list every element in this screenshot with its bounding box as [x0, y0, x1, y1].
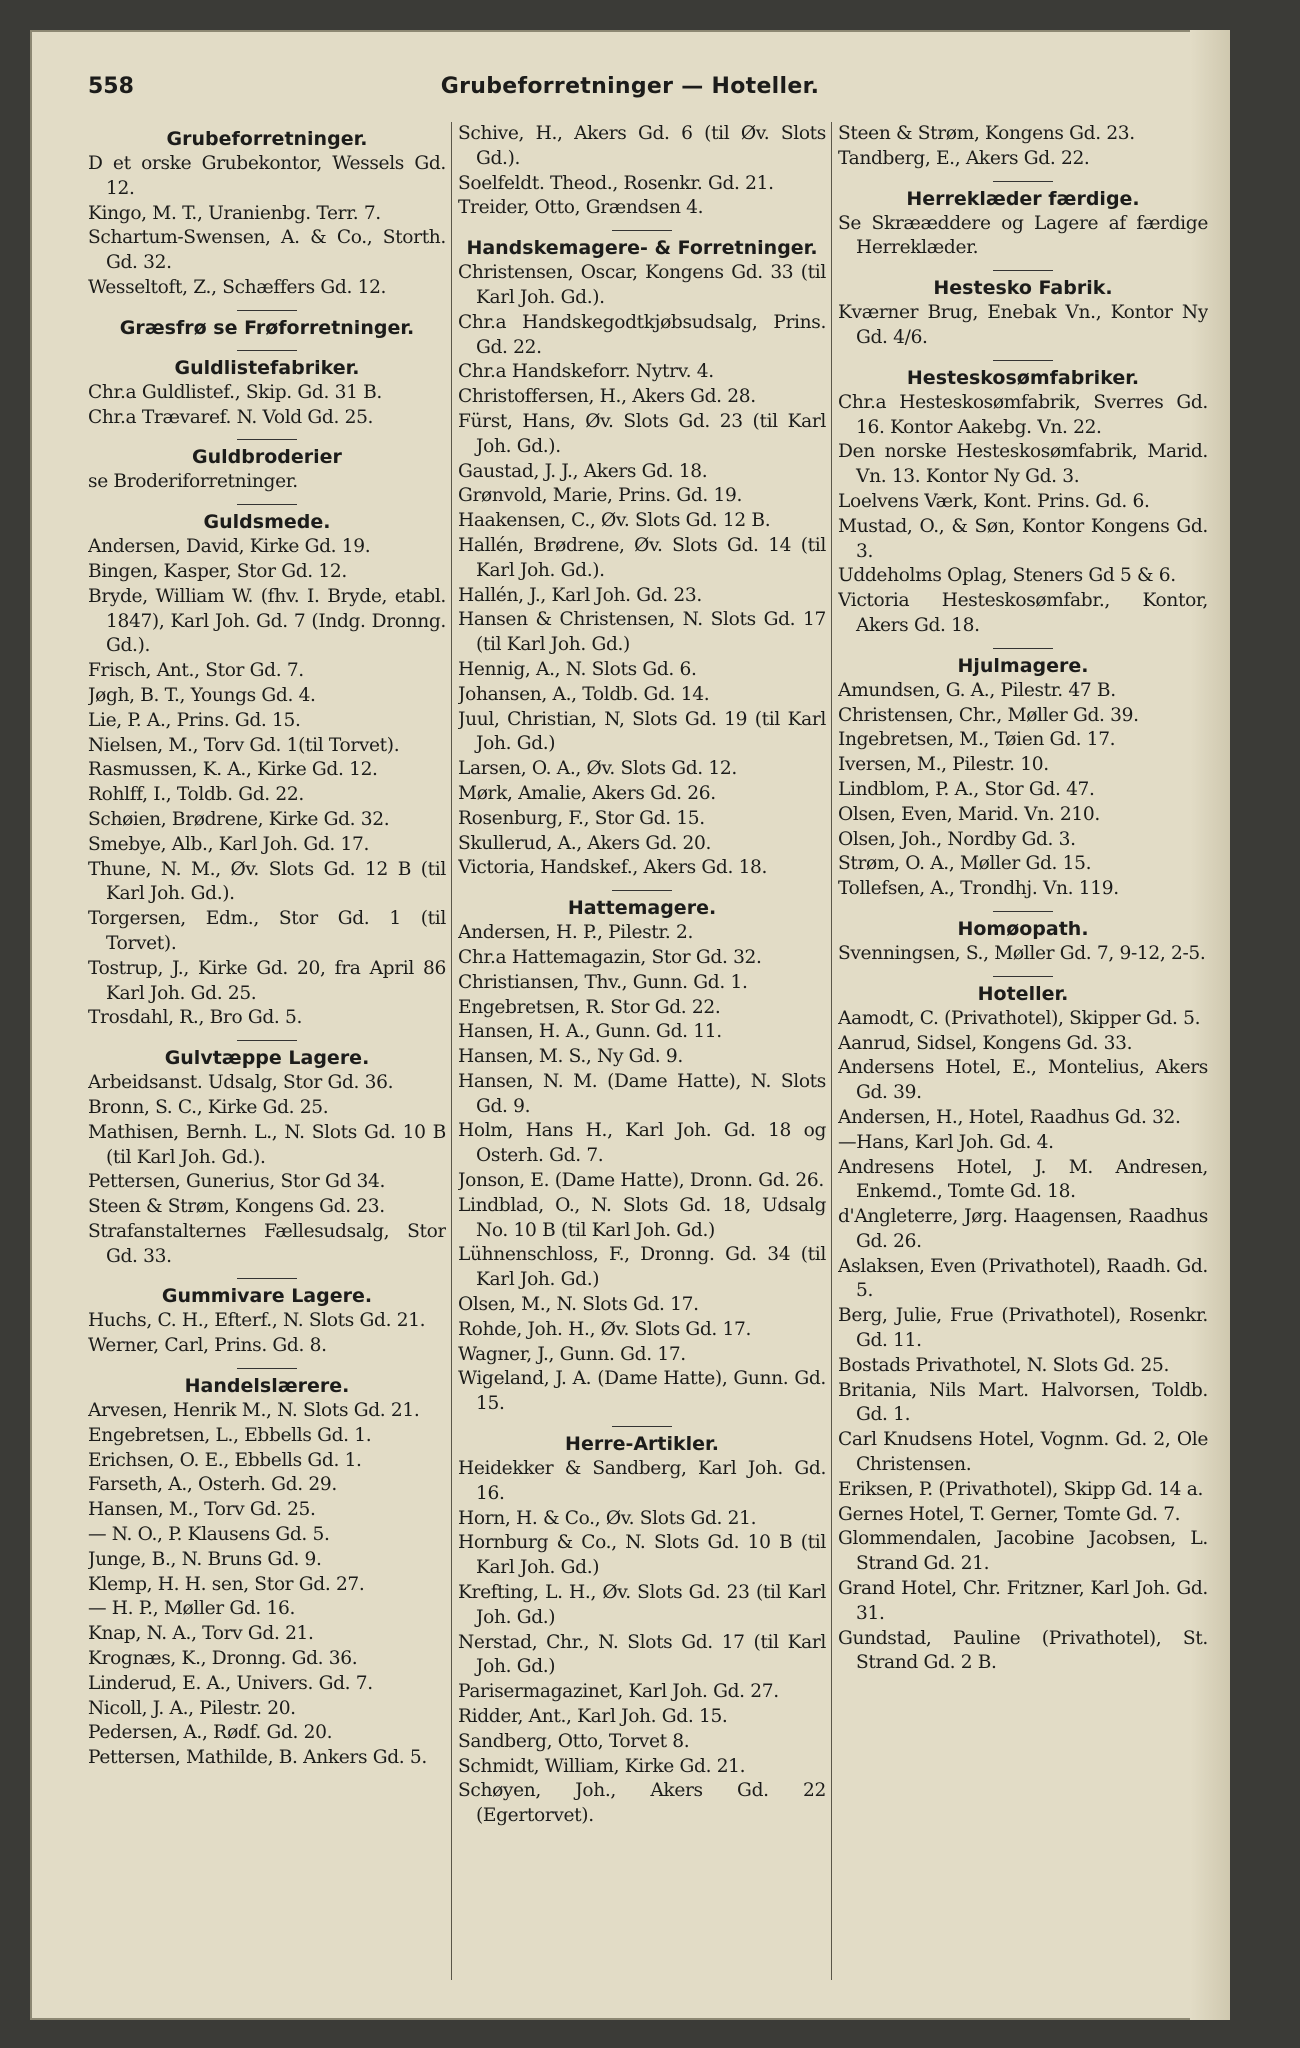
section-heading: Hesteskosømfabriker. — [906, 366, 1140, 389]
directory-section — [838, 976, 1208, 1677]
column-3 — [838, 122, 1208, 1980]
directory-entry: Jonson, E. (Dame Hatte), Dronn. Gd. 26. — [458, 1170, 824, 1192]
directory-entry: Pettersen, Gunerius, Stor Gd 34. — [88, 1171, 386, 1193]
directory-entry: Se Skrææddere og Lagere af færdige Herreklæder. — [838, 212, 1208, 259]
directory-entry: Hansen, M., Torv Gd. 25. — [88, 1499, 316, 1521]
directory-entry: Mørk, Amalie, Akers Gd. 26. — [458, 782, 716, 804]
directory-entry: Glommendalen, Jacobine Jacobsen, L. Strand Gd. 21. — [838, 1528, 1208, 1575]
directory-entry: Linderud, E. A., Univers. Gd. 7. — [88, 1672, 373, 1694]
directory-entry: Chr.a Trævaref. N. Vold Gd. 25. — [88, 406, 374, 428]
directory-entry: Skullerud, A., Akers Gd. 20. — [458, 832, 712, 854]
section-separator — [237, 310, 297, 311]
column-rule — [831, 122, 832, 1980]
directory-entry: Frisch, Ant., Stor Gd. 7. — [88, 660, 304, 682]
directory-entry: Farseth, A., Osterh. Gd. 29. — [88, 1474, 337, 1496]
directory-entry: Andersen, H., Hotel, Raadhus Gd. 32. — [838, 1106, 1181, 1128]
directory-entry: Rohlff, I., Toldb. Gd. 22. — [88, 784, 304, 806]
directory-entry: Knap, N. A., Torv Gd. 21. — [88, 1623, 314, 1645]
directory-entry: Christoffersen, H., Akers Gd. 28. — [458, 386, 756, 408]
directory-entry: Christensen, Oscar, Kongens Gd. 33 (til Karl Joh. Gd.). — [458, 262, 826, 308]
directory-entry: Jøgh, B. T., Youngs Gd. 4. — [88, 684, 316, 706]
directory-entry: Johansen, A., Toldb. Gd. 14. — [458, 683, 710, 705]
directory-entry: Smebye, Alb., Karl Joh. Gd. 17. — [88, 833, 370, 855]
directory-entry: Huchs, C. H., Efterf., N. Slots Gd. 21. — [88, 1310, 426, 1332]
directory-section — [458, 230, 826, 881]
section-heading: Guldsmede. — [203, 511, 331, 534]
section-heading: Hjulmagere. — [957, 654, 1089, 677]
section-heading: Guldbroderier — [192, 446, 342, 469]
directory-section — [88, 1278, 446, 1359]
directory-section — [88, 504, 446, 1031]
directory-entry: Fürst, Hans, Øv. Slots Gd. 23 (til Karl Joh. Gd.). — [458, 410, 826, 457]
section-separator — [993, 648, 1053, 649]
directory-entry: Holm, Hans H., Karl Joh. Gd. 18 og Osterh. Gd. 7. — [458, 1120, 826, 1167]
directory-entry: Chr.a Guldlistef., Skip. Gd. 31 B. — [88, 381, 382, 403]
section-separator — [993, 360, 1053, 361]
directory-entry: Lie, P. A., Prins. Gd. 15. — [88, 709, 301, 731]
column-1 — [88, 122, 446, 1980]
directory-entry: Steen & Strøm, Kongens Gd. 23. — [88, 1196, 385, 1218]
directory-entry: Hansen & Christensen, N. Slots Gd. 17 (til Karl Joh. Gd.) — [458, 609, 826, 656]
page-header — [88, 74, 1172, 114]
directory-entry: se Broderiforretninger. — [88, 471, 298, 493]
directory-entry: Gundstad, Pauline (Privathotel), St. Strand Gd. 2 B. — [838, 1627, 1208, 1674]
directory-entry: Loelvens Værk, Kont. Prins. Gd. 6. — [838, 490, 1150, 512]
directory-entry: Strafanstalternes Fællesudsalg, Stor Gd. 33. — [88, 1220, 446, 1267]
directory-entry: Amundsen, G. A., Pilestr. 47 B. — [838, 679, 1116, 701]
section-heading: Gummivare Lagere. — [161, 1285, 373, 1308]
directory-entry: Sandberg, Otto, Torvet 8. — [458, 1730, 690, 1752]
directory-entry: Victoria Hesteskosømfabr., Kontor, Akers Gd. 18. — [838, 590, 1208, 636]
directory-entry: Kingo, M. T., Uranienbg. Terr. 7. — [88, 202, 381, 224]
section-separator — [612, 1426, 672, 1427]
directory-section — [838, 270, 1208, 351]
directory-entry: d'Angleterre, Jørg. Haagensen, Raadhus Gd. 26. — [838, 1206, 1208, 1252]
directory-entry: Ridder, Ant., Karl Joh. Gd. 15. — [458, 1706, 728, 1728]
directory-entry: Tollefsen, A., Trondhj. Vn. 119. — [838, 878, 1119, 900]
directory-entry: Kværner Brug, Enebak Vn., Kontor Ny Gd. 4/6. — [838, 302, 1208, 348]
directory-entry: Engebretsen, R. Stor Gd. 22. — [458, 996, 721, 1018]
section-separator — [237, 439, 297, 440]
column-rule — [451, 122, 452, 1980]
directory-entry: Rohde, Joh. H., Øv. Slots Gd. 17. — [458, 1318, 752, 1340]
directory-entry: Olsen, M., N. Slots Gd. 17. — [458, 1294, 699, 1316]
directory-entry: Rasmussen, K. A., Kirke Gd. 12. — [88, 759, 378, 781]
directory-entry: Hansen, N. M. (Dame Hatte), N. Slots Gd. 9. — [458, 1070, 826, 1117]
directory-entry: — N. O., P. Klausens Gd. 5. — [88, 1524, 330, 1546]
directory-entry: Juul, Christian, N, Slots Gd. 19 (til Karl Joh. Gd.) — [458, 708, 826, 755]
directory-entry: Thune, N. M., Øv. Slots Gd. 12 B (til Karl Joh. Gd.). — [88, 858, 446, 905]
directory-entry: Schive, H., Akers Gd. 6 (til Øv. Slots Gd.). — [458, 123, 826, 169]
directory-section — [838, 181, 1208, 262]
directory-entry: Arvesen, Henrik M., N. Slots Gd. 21. — [88, 1400, 420, 1422]
directory-entry: Nerstad, Chr., N. Slots Gd. 17 (til Karl Joh. Gd.) — [458, 1631, 826, 1678]
directory-section — [458, 1426, 826, 1829]
directory-entry: Eriksen, P. (Privathotel), Skipp Gd. 14 a. — [838, 1478, 1204, 1500]
directory-entry: Engebretsen, L., Ebbells Gd. 1. — [88, 1424, 372, 1446]
directory-entry: Britania, Nils Mart. Halvorsen, Toldb. Gd. 1. — [838, 1379, 1208, 1426]
directory-entry: Wesseltoft, Z., Schæffers Gd. 12. — [88, 276, 387, 298]
section-separator — [993, 976, 1053, 977]
directory-section — [88, 439, 446, 495]
section-heading: Handskemagere- & Forretninger. — [466, 237, 818, 260]
directory-entry: Wigeland, J. A. (Dame Hatte), Gunn. Gd. 15. — [458, 1368, 826, 1415]
directory-entry: Hansen, H. A., Gunn. Gd. 11. — [458, 1021, 722, 1043]
directory-section — [88, 1368, 446, 1771]
directory-entry: Aamodt, C. (Privathotel), Skipper Gd. 5. — [838, 1007, 1201, 1029]
directory-section — [88, 350, 446, 431]
section-separator — [993, 911, 1053, 912]
directory-entry: Berg, Julie, Frue (Privathotel), Rosenkr. Gd. 11. — [838, 1305, 1208, 1352]
directory-entry: Hallén, J., Karl Joh. Gd. 23. — [458, 584, 702, 606]
section-heading: Guldlistefabriker. — [174, 356, 360, 379]
directory-entry: Mustad, O., & Søn, Kontor Kongens Gd. 3. — [838, 515, 1208, 562]
section-separator — [993, 270, 1053, 271]
directory-entry: Arbeidsanst. Udsalg, Stor Gd. 36. — [88, 1072, 394, 1094]
section-separator — [237, 1278, 297, 1279]
directory-entry: Bronn, S. C., Kirke Gd. 25. — [88, 1096, 329, 1118]
directory-entry: Chr.a Hesteskosømfabrik, Sverres Gd. 16. Kontor Aakebg. Vn. 22. — [838, 391, 1208, 438]
directory-entry: Mathisen, Bernh. L., N. Slots Gd. 10 B (til Karl Joh. Gd.). — [88, 1121, 446, 1168]
directory-entry: Wagner, J., Gunn. Gd. 17. — [458, 1343, 686, 1365]
directory-entry: Gaustad, J. J., Akers Gd. 18. — [458, 460, 708, 482]
directory-entry: Strøm, O. A., Møller Gd. 15. — [838, 853, 1092, 875]
directory-entry: Grand Hotel, Chr. Fritzner, Karl Joh. Gd. 31. — [838, 1578, 1208, 1624]
section-heading: Homøopath. — [957, 917, 1089, 940]
directory-entry: —Hans, Karl Joh. Gd. 4. — [838, 1131, 1054, 1153]
directory-entry: Schartum-Swensen, A. & Co., Storth. Gd. 32. — [88, 227, 446, 274]
directory-entry: Bryde, William W. (fhv. I. Bryde, etabl. 1847), Karl Joh. Gd. 7 (Indg. Dronng. Gd.). — [88, 585, 446, 657]
directory-entry: Treider, Otto, Grændsen 4. — [458, 197, 704, 219]
directory-entry: Pettersen, Mathilde, B. Ankers Gd. 5. — [88, 1747, 427, 1769]
column-2 — [458, 122, 826, 1980]
section-heading: Grubeforretninger. — [166, 128, 368, 150]
directory-entry: Schøyen, Joh., Akers Gd. 22 (Egertorvet). — [458, 1780, 826, 1827]
directory-entry: Carl Knudsens Hotel, Vognm. Gd. 2, Ole Christensen. — [838, 1429, 1208, 1476]
directory-section — [838, 648, 1208, 902]
directory-section — [458, 122, 826, 221]
section-separator — [237, 350, 297, 351]
directory-entry: Chr.a Handskeforr. Nytrv. 4. — [458, 361, 714, 383]
page-number: 558 — [88, 74, 134, 99]
directory-entry: Lühnenschloss, F., Dronng. Gd. 34 (til Karl Joh. Gd.) — [458, 1244, 826, 1291]
directory-entry: Ingebretsen, M., Tøien Gd. 17. — [838, 729, 1116, 751]
section-heading: Hoteller. — [977, 982, 1069, 1005]
directory-entry: Bingen, Kasper, Stor Gd. 12. — [88, 560, 347, 582]
directory-entry: Klemp, H. H. sen, Stor Gd. 27. — [88, 1573, 365, 1595]
directory-entry: Tandberg, E., Akers Gd. 22. — [838, 147, 1090, 169]
directory-entry: Soelfeldt. Theod., Rosenkr. Gd. 21. — [458, 172, 774, 194]
directory-entry: Iversen, M., Pilestr. 10. — [838, 754, 1049, 776]
directory-entry: Nielsen, M., Torv Gd. 1(til Torvet). — [88, 734, 400, 756]
directory-entry: Schøien, Brødrene, Kirke Gd. 32. — [88, 808, 390, 830]
directory-entry: Hallén, Brødrene, Øv. Slots Gd. 14 (til Karl Joh. Gd.). — [458, 534, 826, 581]
section-separator — [612, 890, 672, 891]
directory-entry: Lindblad, O., N. Slots Gd. 18, Udsalg No. 10 B (til Karl Joh. Gd.) — [458, 1194, 826, 1241]
section-heading: Gulvtæppe Lagere. — [164, 1047, 370, 1070]
directory-entry: Schmidt, William, Kirke Gd. 21. — [458, 1755, 746, 1777]
section-separator — [612, 230, 672, 231]
directory-entry: Christiansen, Thv., Gunn. Gd. 1. — [458, 971, 748, 993]
section-separator — [237, 1040, 297, 1041]
directory-entry: Chr.a Hattemagazin, Stor Gd. 32. — [458, 946, 762, 968]
directory-entry: Junge, B., N. Bruns Gd. 9. — [88, 1548, 322, 1570]
directory-entry: Hornburg & Co., N. Slots Gd. 10 B (til Karl Joh. Gd.) — [458, 1532, 826, 1579]
directory-section — [838, 360, 1208, 639]
directory-entry: Tostrup, J., Kirke Gd. 20, fra April 86 Karl Joh. Gd. 25. — [88, 957, 446, 1004]
directory-entry: Den norske Hesteskosømfabrik, Marid. Vn. 13. Kontor Ny Gd. 3. — [838, 441, 1208, 488]
section-heading: Herre-Artikler. — [565, 1433, 719, 1456]
section-separator — [993, 181, 1053, 182]
section-heading: Hattemagere. — [567, 897, 717, 920]
directory-entry: Rosenburg, F., Stor Gd. 15. — [458, 807, 705, 829]
directory-entry: Bostads Privathotel, N. Slots Gd. 25. — [838, 1354, 1170, 1376]
directory-entry: Christensen, Chr., Møller Gd. 39. — [838, 704, 1139, 726]
directory-entry: Uddeholms Oplag, Steners Gd 5 & 6. — [838, 565, 1176, 587]
directory-section — [88, 310, 446, 341]
directory-entry: Larsen, O. A., Øv. Slots Gd. 12. — [458, 758, 737, 780]
directory-section — [458, 890, 826, 1417]
directory-entry: Krefting, L. H., Øv. Slots Gd. 23 (til Karl Joh. Gd.) — [458, 1582, 826, 1628]
directory-entry: Lindblom, P. A., Stor Gd. 47. — [838, 778, 1095, 800]
directory-entry: Gernes Hotel, T. Gerner, Tomte Gd. 7. — [838, 1503, 1181, 1525]
directory-entry: Aanrud, Sidsel, Kongens Gd. 33. — [838, 1032, 1133, 1054]
directory-entry: Haakensen, C., Øv. Slots Gd. 12 B. — [458, 510, 771, 532]
directory-entry: Werner, Carl, Prins. Gd. 8. — [88, 1335, 327, 1357]
directory-entry: Nicoll, J. A., Pilestr. 20. — [88, 1697, 296, 1719]
directory-entry: Grønvold, Marie, Prins. Gd. 19. — [458, 485, 743, 507]
directory-entry: Heidekker & Sandberg, Karl Joh. Gd. 16. — [458, 1458, 826, 1504]
directory-entry: Steen & Strøm, Kongens Gd. 23. — [838, 123, 1135, 144]
directory-entry: Andersen, David, Kirke Gd. 19. — [88, 536, 371, 558]
directory-entry: Horn, H. & Co., Øv. Slots Gd. 21. — [458, 1507, 757, 1529]
directory-section — [838, 911, 1208, 967]
directory-entry: Andersen, H. P., Pilestr. 2. — [458, 922, 694, 944]
section-heading: Hestesko Fabrik. — [933, 277, 1113, 300]
directory-entry: Trosdahl, R., Bro Gd. 5. — [88, 1007, 303, 1029]
directory-entry: Victoria, Handskef., Akers Gd. 18. — [458, 857, 768, 879]
directory-entry: Olsen, Joh., Nordby Gd. 3. — [838, 828, 1076, 850]
section-separator — [237, 504, 297, 505]
directory-entry: D et orske Grubekontor, Wessels Gd. 12. — [88, 153, 446, 199]
section-separator — [237, 1368, 297, 1369]
section-heading: Græsfrø se Frøforretninger. — [119, 316, 415, 339]
directory-entry: Andersens Hotel, E., Montelius, Akers Gd. 39. — [838, 1057, 1208, 1104]
directory-entry: Chr.a Handskegodtkjøbsudsalg, Prins. Gd. 22. — [458, 311, 826, 358]
directory-page — [30, 30, 1230, 2020]
section-heading: Herreklæder færdige. — [906, 187, 1140, 210]
directory-section — [88, 126, 446, 301]
directory-entry: Pedersen, A., Rødf. Gd. 20. — [88, 1722, 333, 1744]
directory-section — [838, 122, 1208, 172]
directory-entry: Hennig, A., N. Slots Gd. 6. — [458, 658, 697, 680]
directory-entry: Parisermagazinet, Karl Joh. Gd. 27. — [458, 1681, 779, 1703]
directory-entry: Andresens Hotel, J. M. Andresen, Enkemd., Tomte Gd. 18. — [838, 1156, 1208, 1203]
directory-entry: Hansen, M. S., Ny Gd. 9. — [458, 1046, 683, 1068]
directory-entry: — H. P., Møller Gd. 16. — [88, 1598, 296, 1620]
directory-entry: Olsen, Even, Marid. Vn. 210. — [838, 803, 1100, 825]
running-title: Grubeforretninger — Hoteller. — [440, 74, 820, 99]
directory-entry: Svenningsen, S., Møller Gd. 7, 9-12, 2-5. — [838, 942, 1206, 964]
directory-entry: Torgersen, Edm., Stor Gd. 1 (til Torvet). — [88, 908, 446, 954]
directory-entry: Aslaksen, Even (Privathotel), Raadh. Gd. 5. — [838, 1255, 1208, 1302]
directory-entry: Erichsen, O. E., Ebbells Gd. 1. — [88, 1449, 362, 1471]
section-heading: Handelslærere. — [184, 1375, 350, 1398]
directory-entry: Krognæs, K., Dronng. Gd. 36. — [88, 1648, 358, 1670]
directory-section — [88, 1040, 446, 1269]
